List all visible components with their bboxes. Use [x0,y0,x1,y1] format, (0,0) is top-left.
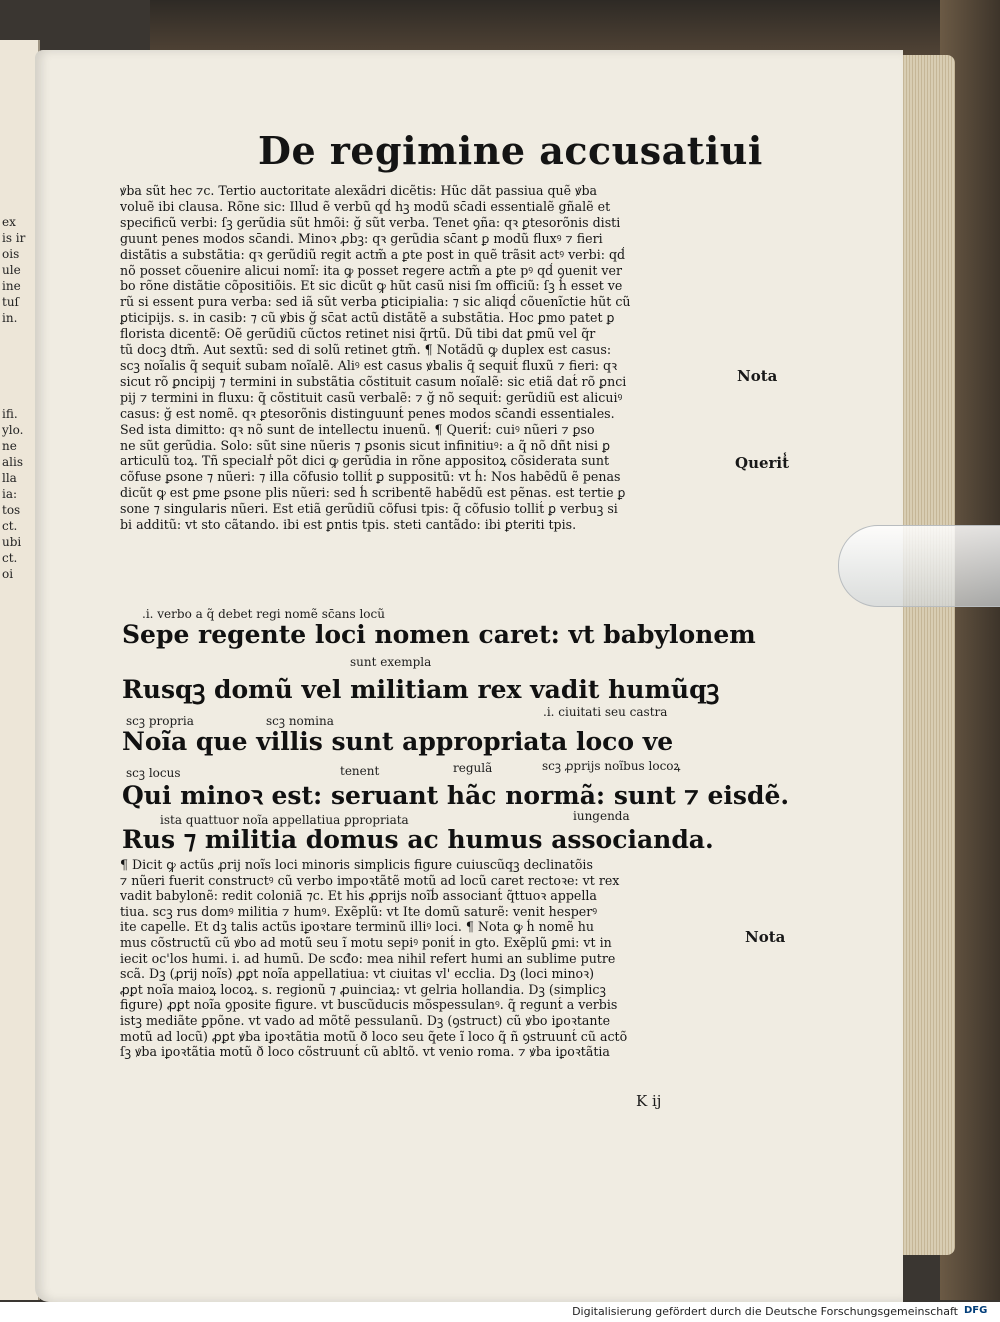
left-page-text: is ir [2,231,26,245]
gloss-line: scꝫ noĩalis q̃ sequit̾ subam noĩalẽ. Aliꝰ est casus ꝟbalis q̃ sequit̾ fluxũ ⁊ fieri: qꝛ [120,357,618,373]
commentary-line: tiua. scꝫ rus domꝰ militia ⁊ humꝰ. Exẽplũ: vt Ite domũ saturẽ: venit hesperꝰ [120,903,598,919]
commentary-line: ⁊ nũeri fuerit constructꝰ cũ verbo impoꝛtãtẽ motũ ad locũ caret rectoꝛe: vt rex [120,872,620,888]
gloss-line: pij ⁊ termini in fluxu: q̃ cõstituit casũ verbalẽ: ⁊ ğ nõ sequit̾: gerũdiũ est alicuiꝰ [120,389,623,405]
left-page-text: alis [2,455,23,469]
gloss-line: ne sũt gerũdia. Solo: sũt sine nũeris ⁊ ꝑsonis sicut infinitiuꝰ: a q̃ nõ dñt nisi ꝑ [120,437,611,453]
gloss-line: rũ si essent pura verba: sed iã sũt verba ꝑticipialia: ⁊ sic aliqd̾ cõuenĩctie hũt cũ [120,294,631,310]
gloss-line: articulũ toꝝ. Tñ specialr̾ põt dici ꝙ gerũdia in rõne appositoꝝ cõsiderata sunt [120,453,610,469]
footer-credit: Digitalisierung gefördert durch die Deutsche Forschungsgemeinschaft [572,1305,958,1318]
commentary-line: ¶ Dicit ꝙ actũs ꝓrij noĩs loci minoris simplicis figure cuiuscũqꝫ declinatõis [120,857,593,872]
left-page-fragment [0,40,40,1300]
commentary-line: iecit oc'los humi. i. ad humũ. De scđo: mea nihil refert humi an sublime putre [120,950,616,966]
gloss-line: tũ docꝫ dtm̃. Aut sextũ: sed di solũ retinet gtm̃. ¶ Notãdũ ꝙ duplex est casus: [120,342,612,358]
gloss-line: sicut rõ ꝑncipij ⁊ termini in substãtia cõstituit casum noĩalẽ: sic etiã dat̾ rõ ꝑnci [120,373,627,389]
dfg-logo: DFG [964,1305,988,1316]
left-page-text: ois [2,247,20,261]
signature-mark: K ij [636,1092,662,1110]
left-page-text: tuſ [2,295,19,309]
gloss-line: distãtis a substãtia: qꝛ gerũdiũ regit actm̃ a ꝑte post in quẽ trãsit actꝰ verbi: qd̾ [120,246,626,262]
interlinear-gloss: scꝫ propria [126,714,194,728]
commentary-line: ſꝫ ꝟba iꝑoꝛtãtia motũ ð loco cõstruunt̾ cũ abltõ. vt venio roma. ⁊ ꝟba iꝑoꝛtãtia [120,1044,610,1060]
interlinear-gloss: scꝫ ꝓprijs noĩbus locoꝝ [542,759,681,773]
commentary-block [120,857,740,1060]
left-page-text: oi [2,567,14,581]
footer-bar [0,1302,1000,1322]
left-page-text: ct. [2,519,18,533]
interlinear-gloss: sunt exempla [350,655,432,669]
commentary-line: motũ ad locũ) ꝓꝑt ꝟba iꝑoꝛtãtia motũ ð loco seu q̃ete ĩ loco q̃ ñ ꝯstruunt̾ cũ actõ [120,1028,628,1044]
interlinear-gloss: .i. ciuitati seu castra [543,705,668,719]
gloss-line: bo rõne distãtie cõpositiõis. Et sic dicũt ꝙ hũt casũ nisi ſm officiũ: ſꝫ h̾ esset ve [120,278,623,294]
commentary-line: vadit babylonẽ: redit coloniã ⁊c. Et his ꝓprijs noĩb̾ associant̾ q̃ttuoꝛ appella [120,888,597,904]
interlinear-gloss: .i. verbo a q̃ debet regi nomẽ sc̄ans locũ [142,607,385,621]
commentary-line: mus cõstructũ cũ ꝟbo ad motũ seu ĩ motu sepiꝰ ponit̾ in gto. Exẽplũ ꝑmi: vt in [120,934,612,950]
left-page-text: ex [2,215,16,229]
verse-line: Qui minoꝛ est: seruant hãc normã: sunt ⁊ eisdẽ. [122,781,790,810]
interlinear-gloss: regulã [453,761,493,775]
gloss-line: ꝑticipijs. s. in casib: ⁊ cũ ꝟbis ğ sc̄at actũ distãtẽ a substãtia. Hoc ꝑmo patet ꝑ [120,310,615,326]
gloss-line: specificũ verbi: ſꝫ gerũdia sũt hmõi: ğ sũt verba. Tenet ꝯña: qꝛ ꝑtesorõnis disti [120,214,621,230]
margin-note: Querit̾ [735,454,790,472]
page-edges [895,55,955,1255]
verse-line: Noĩa que villis sunt appropriata loco ve [122,727,674,756]
gloss-line: florista dicentẽ: Oẽ gerũdiũ cũctos retinet nisi q̃rtũ. Dũ tibi dat ꝑmũ vel q̃r [120,326,596,342]
commentary-line: figure) ꝓꝑt noĩa ꝯposite figure. vt buscũducis mõspessulanꝰ. q̃ regunt̾ a verbis [120,997,618,1013]
margin-note: Nota [745,928,786,946]
commentary-line: istꝫ mediãte ꝑpõne. vt vado ad mõtẽ pessulanũ. Dꝫ (ꝯstruct) cũ ꝟbo iꝑoꝛtante [120,1012,611,1028]
left-page-text: tos [2,503,21,517]
left-page-text: ylo. [2,423,24,437]
interlinear-gloss: scꝫ locus [126,766,181,780]
gloss-line: cõfuse ꝑsone ⁊ nũeri: ⁊ illa cõfusio tollit̾ ꝑ suppositũ: vt h̾: Nos habẽdũ ẽ penas [120,469,621,485]
verse-line: Rus ⁊ militia domus ac humus associanda. [122,825,714,854]
interlinear-gloss: ista quattuor noĩa appellatiua ꝑpropriata [160,813,409,827]
left-page-text: ine [2,279,21,293]
left-page-text: ct. [2,551,18,565]
verse-line: Rusqꝫ domũ vel militiam rex vadit humũqꝫ [122,675,720,704]
verse-line: Sepe regente loci nomen caret: vt babylonem [122,620,756,649]
commentary-line: ꝓꝑt noĩa maioꝝ locoꝝ. s. regionũ ⁊ ꝓuinciaꝝ: vt gelria hollandia. Dꝫ (simplicꝫ [120,981,606,997]
page-header: De regimine accusatiui [258,128,763,173]
gloss-line: bi additũ: vt sto cãtando. ibi est ꝑntis tpis. steti cantãdo: ibi ꝑteriti tpis. [120,517,577,533]
interlinear-gloss: iungenda [573,809,630,823]
gloss-line: nõ posset cõuenire alicui nomĩ: ita ꝙ posset regere actm̃ a ꝑte pꝰ qd̾ ꝯuenit ver [120,262,622,278]
gloss-line: casus: ğ est nomẽ. qꝛ ꝑtesorõnis distinguunt̾ penes modos sc̄andi essentiales. [120,405,615,421]
left-page-text: ia: [2,487,18,501]
commentary-line: scã. Dꝫ (ꝓrij noĩs) ꝓꝑt noĩa appellatiua: vt ciuitas vl' ecclia. Dꝫ (loci minoꝛ) [120,966,595,982]
margin-note: Nota [737,367,778,385]
left-page-text: ifi. [2,407,18,421]
gloss-line: ꝟba sũt hec ⁊c. Tertio auctoritate alexãdri dicẽtis: Hũc dãt passiua quẽ ꝟba [120,183,598,198]
interlinear-gloss: scꝫ nomina [266,714,334,728]
commentary-line: ite capelle. Et dꝫ talis actũs iꝑoꝛtare terminũ illiꝰ loci. ¶ Nota ꝙ h̾ nomẽ hu [120,919,594,935]
left-page-text: lla [2,471,17,485]
left-page-text: ubi [2,535,22,549]
left-page-text: ne [2,439,17,453]
interlinear-gloss: tenent [340,764,380,778]
gloss-line: sone ⁊ singularis nũeri. Est etiã gerũdiũ cõfusi tpis: q̃ cõfusio tollit̾ ꝑ verbuꝫ si [120,501,618,517]
gloss-line: dicũt ꝙ est ꝑme ꝑsone plis nũeri: sed h̾ scribentẽ habẽdũ est pẽnas. est tertie ꝑ [120,485,626,501]
gloss-line: Sed ista dimitto: qꝛ nõ sunt de intellectu inuenũ. ¶ Querit̾: cuiꝰ nũeri ⁊ ꝑso [120,421,595,437]
gloss-line: voluẽ ibi clausa. Rõne sic: Illud ẽ verbũ qd̾ hꝫ modũ sc̄adi essentialẽ gñalẽ et [120,198,611,214]
left-page-text: ule [2,263,21,277]
gloss-block [120,183,740,533]
gloss-line: guunt penes modos sc̄andi. Minoꝛ ꝓbꝫ: qꝛ gerũdia sc̄ant ꝑ modũ fluxꝰ ⁊ fieri [120,230,603,246]
left-page-text: in. [2,311,18,325]
page-clamp [838,525,1000,607]
